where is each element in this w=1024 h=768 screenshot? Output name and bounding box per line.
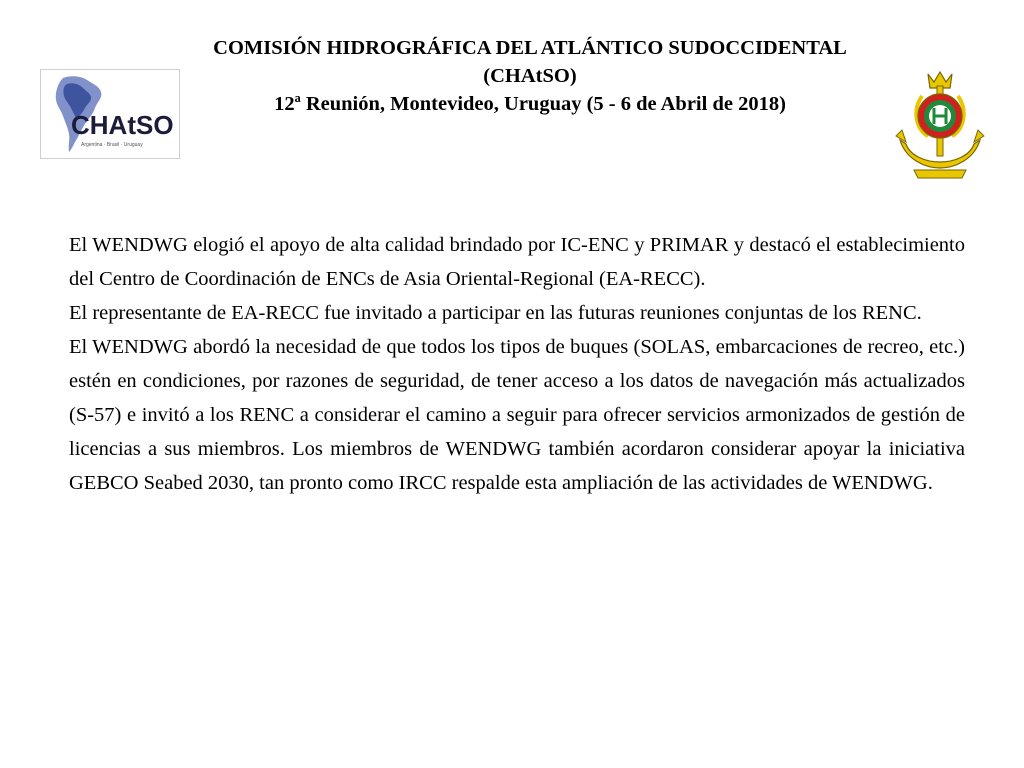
slide-header	[120, 34, 940, 118]
iho-emblem	[892, 70, 988, 182]
header-title: COMISIÓN HIDROGRÁFICA DEL ATLÁNTICO SUDOCCIDENTAL	[213, 37, 847, 59]
iho-emblem-icon	[892, 70, 988, 182]
chatso-logo-text: CHAtSO	[71, 110, 174, 140]
slide-body	[69, 228, 965, 500]
header-meeting: 12ª Reunión, Montevideo, Uruguay (5 - 6 de Abril de 2018)	[274, 93, 786, 115]
header-acronym: (CHAtSO)	[483, 65, 577, 87]
chatso-logo	[40, 69, 180, 159]
chatso-logo-subtitle: Argentina · Brasil · Uruguay	[81, 142, 143, 148]
paragraph-2: El representante de EA-RECC fue invitado a participar en las futuras reuniones conjuntas de los RENC.	[69, 302, 922, 324]
south-america-map-icon	[41, 70, 179, 158]
paragraph-3: El WENDWG abordó la necesidad de que todos los tipos de buques (SOLAS, embarcaciones de recreo, etc.) estén en condiciones, por razones de seguridad, de tener acceso a los datos de navegación más actualizados (S-57) e invitó a los RENC a considerar el camino a seguir para ofrecer servicios armonizados de gestión de licencias a sus miembros. Los miembros de WENDWG también acordaron considerar apoyar la iniciativa GEBCO Seabed 2030, tan pronto como IRCC respalde esta ampliación de las actividades de WENDWG.	[69, 336, 965, 494]
paragraph-1: El WENDWG elogió el apoyo de alta calidad brindado por IC-ENC y PRIMAR y destacó el establecimiento del Centro de Coordinación de ENCs de Asia Oriental-Regional (EA-RECC).	[69, 234, 965, 290]
